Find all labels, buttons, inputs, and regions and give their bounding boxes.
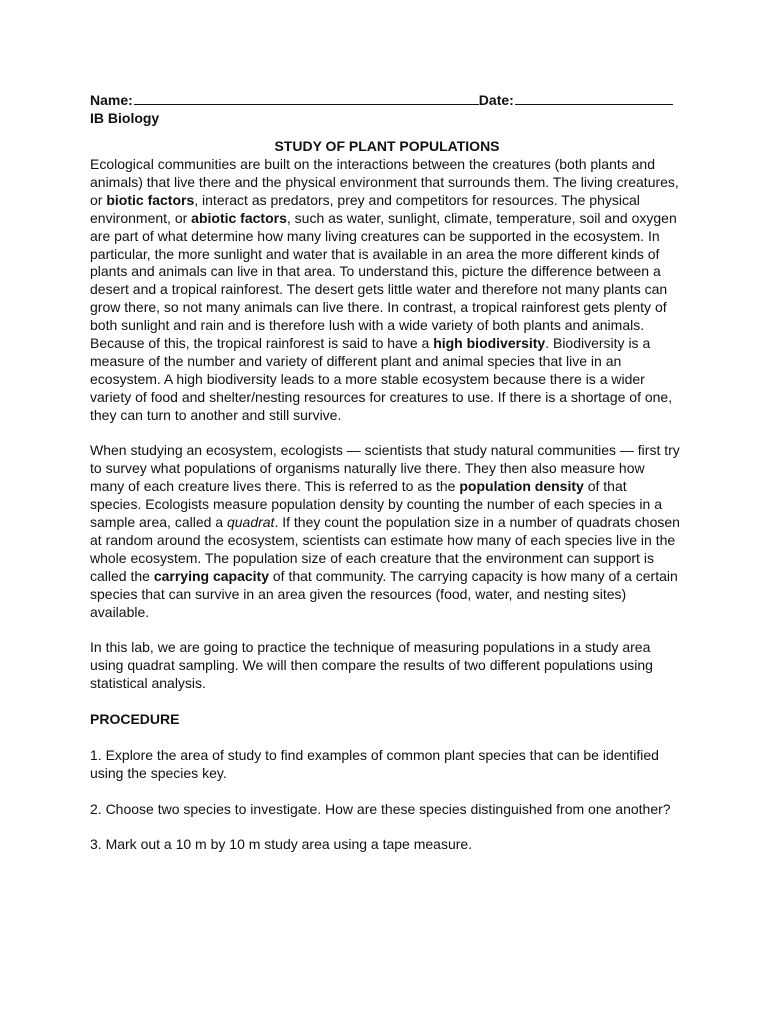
text-run: Ecological communities are built on the interactions between the creatures (both plants and animals) that live there and the physical environment that surrounds them. The living creatures, or <box>90 156 679 208</box>
text-run: , interact as predators, prey and competitors for resources. The physical environment, or <box>90 191 640 226</box>
intro-paragraph <box>90 156 680 425</box>
procedure-heading: PROCEDURE <box>90 711 180 728</box>
procedure-step-3: 3. Mark out a 10 m by 10 m study area using a tape measure. <box>90 836 473 853</box>
term-quadrat: quadrat <box>226 514 275 531</box>
text-run: , such as water, sunlight, climate, temperature, soil and oxygen are part of what determine how many living creatures can be supported in the ecosystem. In particular, the more sunlight and water that is available in an area the more different kinds of plants and animals can live in that area. To understand this, picture the difference between a desert and a tropical rainforest. The desert gets little water and therefore not many plants can grow there, so not many animals can live there. In contrast, a tropical rainforest gets plenty of both sunlight and rain and is therefore lush with a wide variety of both plants and animals. Because of this, the tropical rainforest is said to have a <box>90 209 677 352</box>
course-name: IB Biology <box>90 110 160 126</box>
text-run: of that community. The carrying capacity is how many of a certain species that can survive in an area given the resources (food, water, and nesting sites) available. <box>90 567 678 620</box>
paragraph-gap <box>90 425 680 443</box>
date-blank-line <box>515 93 673 105</box>
paragraph-gap <box>90 818 680 836</box>
population-density-paragraph <box>90 442 680 621</box>
term-carrying-capacity: carrying capacity <box>153 567 269 584</box>
paragraph-gap <box>90 622 680 640</box>
term-abiotic-factors: abiotic factors <box>191 209 287 226</box>
term-biotic-factors: biotic factors <box>106 191 195 208</box>
procedure-step-2: 2. Choose two species to investigate. How are these species distinguished from one another? <box>90 800 671 817</box>
text-run: . If they count the population size in a number of quadrats chosen at random around the ecosystem, scientists can estimate how many of each species live in the whole ecosystem. The population size of each creature that the environment can support is called the <box>90 514 680 584</box>
paragraph-gap <box>90 729 680 747</box>
text-run: . Biodiversity is a measure of the number and variety of different plant and animal species that live in an ecosystem. A high biodiversity leads to a more stable ecosystem because there is a wider variety of food and shelter/nesting resources for creatures to use. If there is a shortage of one, they can turn to another and still survive. <box>90 335 673 423</box>
text-run: When studying an ecosystem, ecologists — scientists that study natural communities — first try to survey what populations of organisms naturally live there. They then also measure how many of each creature lives there. This is referred to as the <box>90 442 680 495</box>
paragraph-gap <box>90 693 680 711</box>
document-title: STUDY OF PLANT POPULATIONS <box>274 138 500 154</box>
term-population-density: population density <box>459 478 584 495</box>
term-high-biodiversity: high biodiversity <box>433 335 546 352</box>
date-label: Date: <box>478 92 514 108</box>
header-row <box>90 92 680 110</box>
text-run: of that species. Ecologists measure population density by counting the number of each species in a sample area, called a <box>90 478 663 531</box>
document-page <box>90 92 680 854</box>
paragraph-gap <box>90 783 680 801</box>
name-blank-line <box>134 93 479 105</box>
lab-intro-paragraph: In this lab, we are going to practice the technique of measuring populations in a study area using quadrat sampling. We will then compare the results of two different populations using statistical analysis. <box>90 639 653 692</box>
name-label: Name: <box>90 92 133 108</box>
procedure-step-1: 1. Explore the area of study to find examples of common plant species that can be identified using the species key. <box>90 746 659 781</box>
